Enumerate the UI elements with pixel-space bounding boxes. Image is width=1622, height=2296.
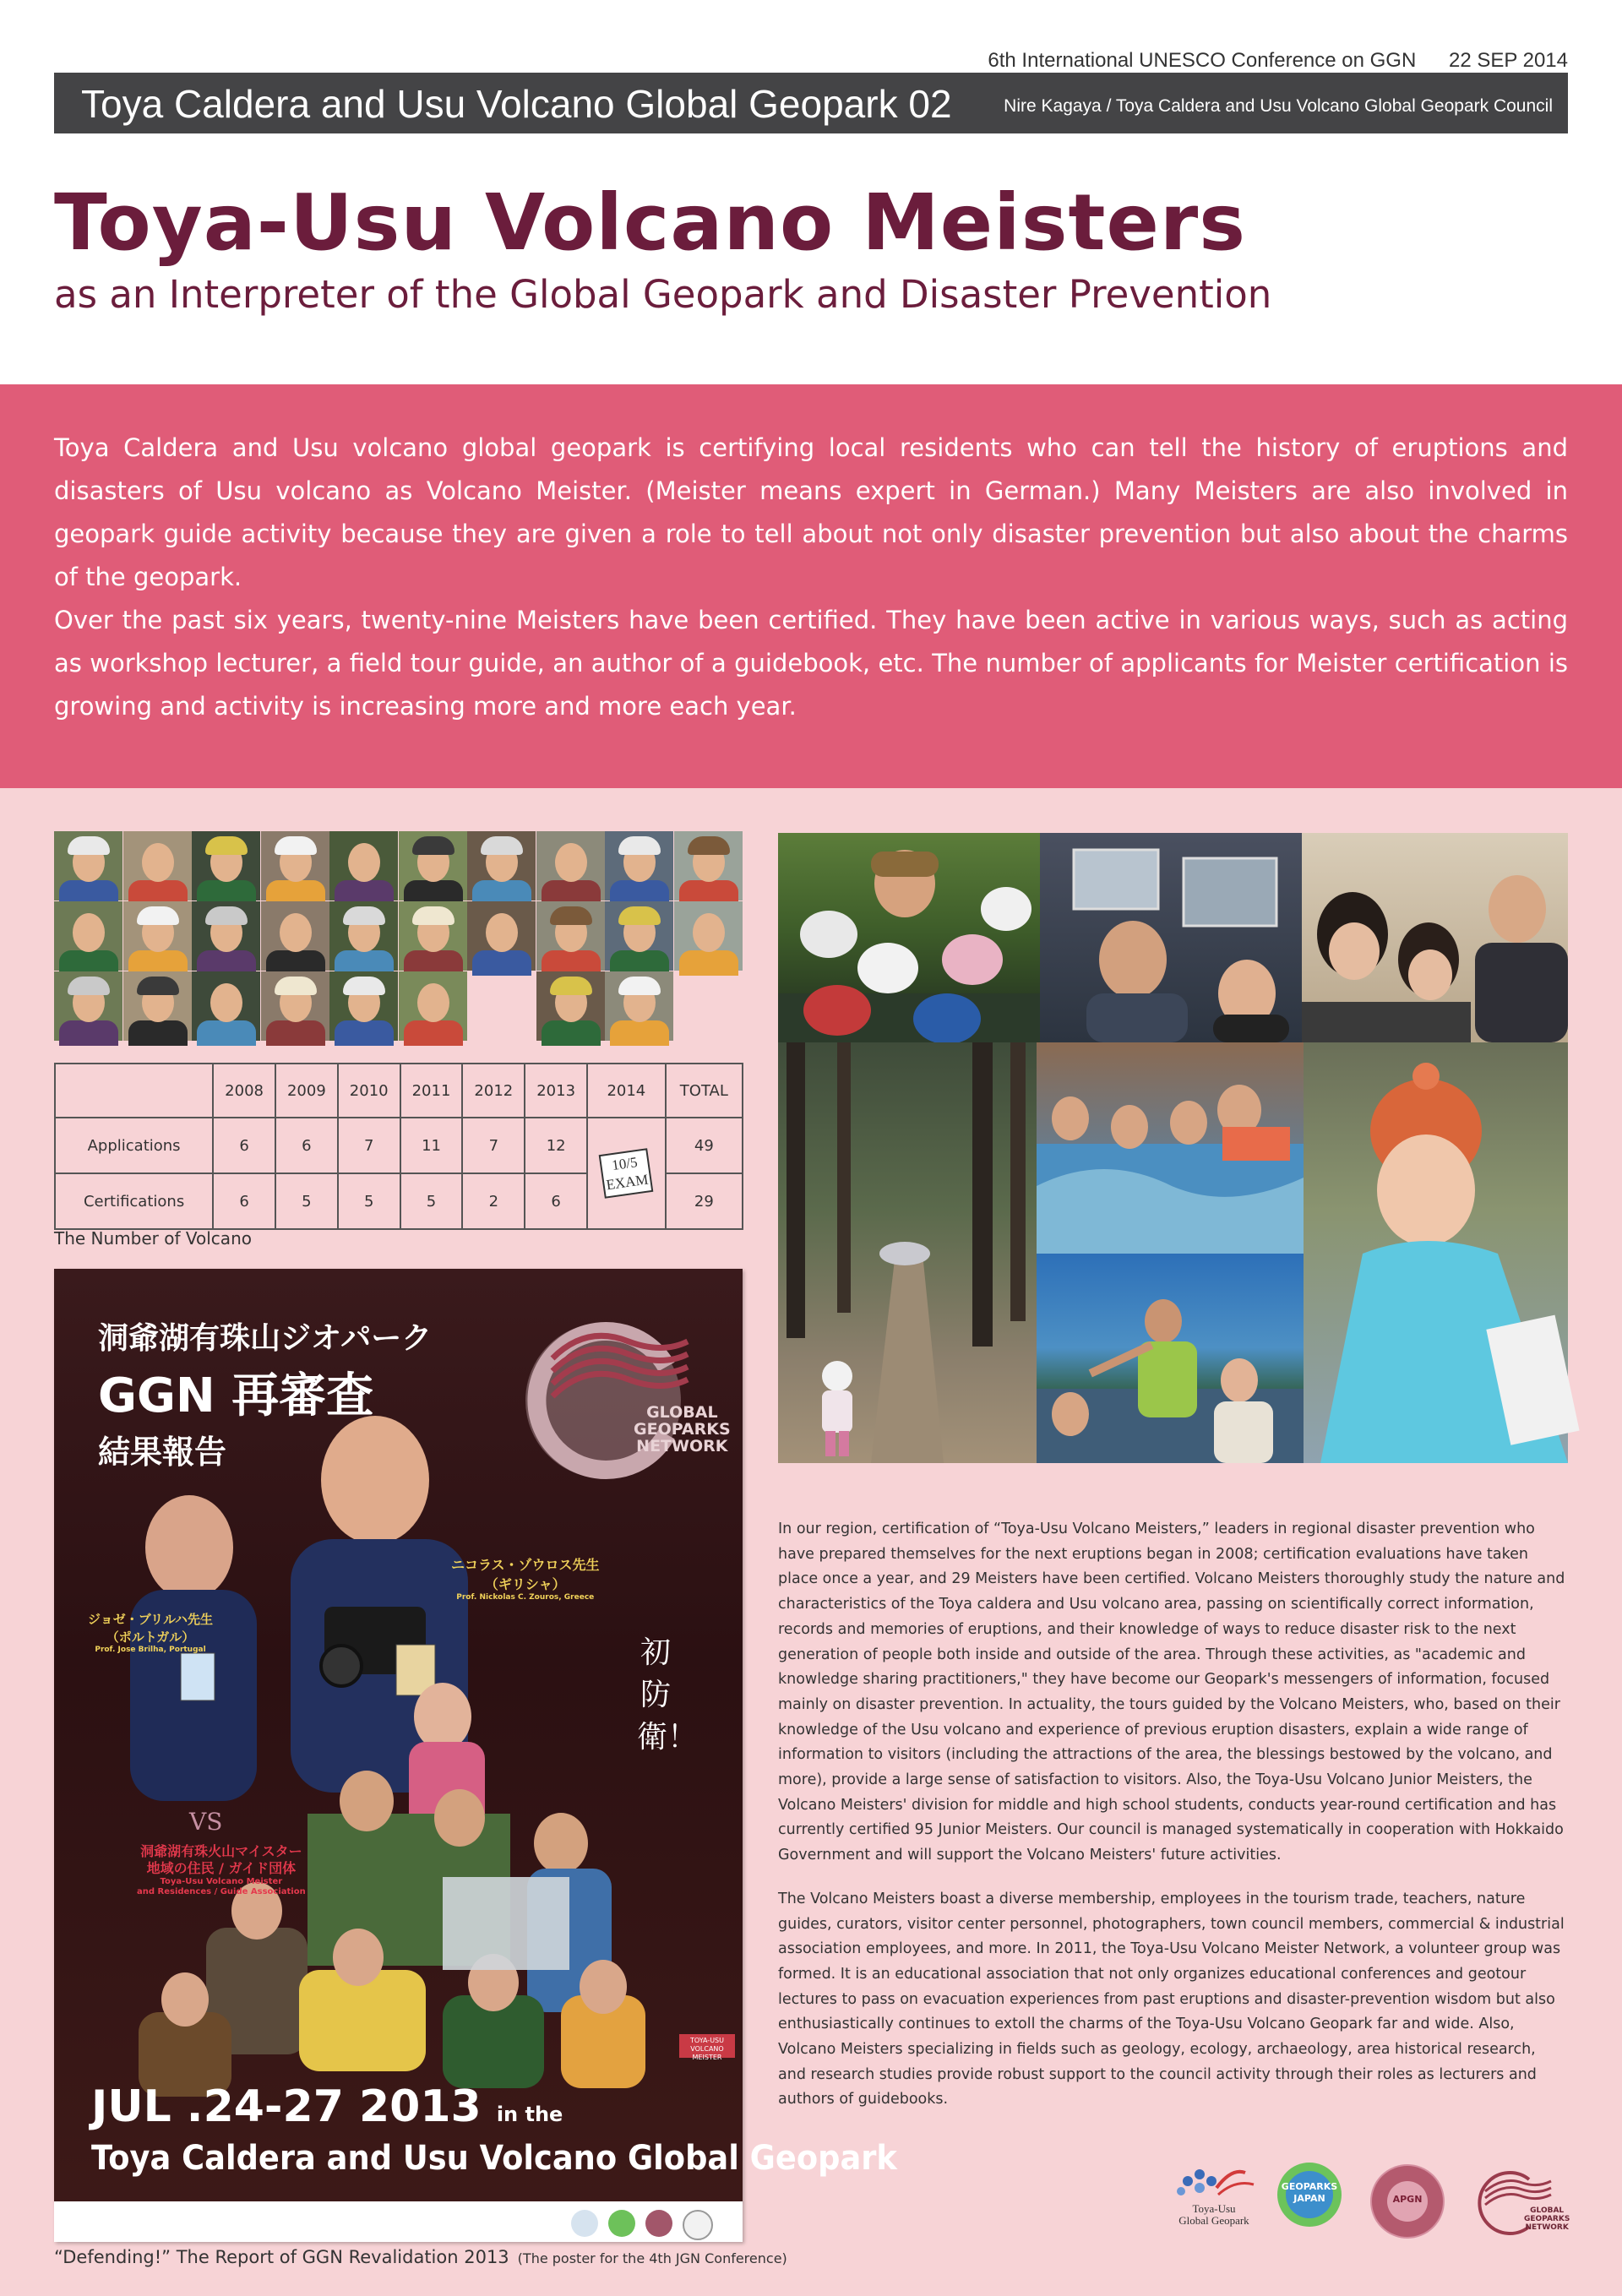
meister-portrait (192, 901, 260, 971)
meister-portrait (54, 901, 122, 971)
ggn-footer-logo-text: GLOBAL GEOPARKS NETWORK (1524, 2206, 1570, 2232)
meister-portrait (123, 901, 192, 971)
apgn-logo-icon (1370, 2164, 1445, 2239)
toya-usu-logo-icon (1169, 2163, 1259, 2200)
poster-heading-ggn-latin: GGN (98, 1368, 215, 1423)
girl-in-knit-hat-illustration (1304, 1042, 1568, 1463)
ggn-logo-footer (1470, 2168, 1568, 2239)
table-total-cell: 29 (666, 1173, 743, 1229)
meister-team-label: 洞爺湖有珠火山マイスター 地域の住民 / ガイド団体 Toya-Usu Volcano Meister and Residences / Guide Association (137, 1843, 306, 1896)
meister-portrait (536, 831, 605, 900)
meister-portrait (329, 831, 398, 900)
series-title-bar (54, 73, 1568, 133)
intro-paragraph-2: Over the past six years, twenty-nine Meisters have been certified. They have been active in various ways, such as acting as workshop lecturer, a field tour guide, an author of a guidebook, etc. The number of applicants for Meister certification is growing and activity is increasing more and more each year. (54, 606, 1568, 721)
meister-portrait (399, 901, 467, 971)
table-header-cell: TOTAL (666, 1064, 743, 1118)
meister-portrait (605, 901, 673, 971)
meister-portrait (192, 971, 260, 1041)
ggn-small-logo-icon (683, 2210, 713, 2240)
table-cell: 5 (400, 1173, 463, 1229)
table-header-cell: 2010 (338, 1064, 400, 1118)
row-label: Certifications (55, 1173, 213, 1229)
meister-portrait (674, 831, 743, 900)
exam-note-date: 10/5 (611, 1154, 640, 1174)
table-header-cell: 2009 (275, 1064, 338, 1118)
exam-note-label: EXAM (605, 1171, 650, 1194)
conference-name: 6th International UNESCO Conference on GGN (988, 49, 1417, 72)
terrain-model-illustration (1037, 1042, 1304, 1254)
meister-portrait (261, 831, 329, 900)
meister-portrait (536, 971, 605, 1041)
table-cell: 6 (213, 1173, 275, 1229)
meister-portrait (54, 831, 122, 900)
meister-portrait (674, 901, 743, 971)
table-cell: 6 (213, 1118, 275, 1173)
table-header-cell: 2013 (525, 1064, 587, 1118)
intro-section (0, 384, 1622, 788)
ggn-revalidation-poster (54, 1269, 897, 2242)
conference-date: 22 SEP 2014 (1448, 49, 1568, 72)
meister-portrait (192, 831, 260, 900)
toya-usu-logo-icon (571, 2210, 598, 2237)
apgn-logo-text: APGN (1392, 2194, 1423, 2205)
table-header-row (55, 1064, 743, 1118)
table-cell: 11 (400, 1118, 463, 1173)
poster-vertical-slogan: 初防衛！ (637, 1635, 699, 1755)
meister-portrait (329, 901, 398, 971)
poster-logo-strip (54, 2201, 743, 2242)
table-cell: 5 (275, 1173, 338, 1229)
meister-portrait (605, 831, 673, 900)
body-paragraph-2: The Volcano Meisters boast a diverse membership, employees in the tourism trade, teachers, nature guides, curators, visitor center personnel, photographers, town council members, commercial & industrial association employees, and more. In 2011, the Toya-Usu Volcano Meister Network, a volunteer group was formed. It is an educational association that not only organizes educational conferences and geotour lectures to pass on evacuation experiences from past eruptions and disaster-prevention wisdom but also enthusiastically continues to extoll the charms of the Toya-Usu Volcano Geopark far and wide. Also, Volcano Meisters specializing in fields such as geology, ecology, archaeology, area historical research, and research studies provide robust support to the council activity through their roles as lecturers and authors of guidebooks. (778, 1890, 1565, 2108)
meister-portrait (536, 901, 605, 971)
meister-portrait (605, 971, 673, 1041)
body-paragraph-1: In our region, certification of “Toya-Usu Volcano Meisters,” leaders in regional disaster prevention who have prepared themselves for the next eruptions began in 2008; certification evaluations have taken place once a year, and 29 Meisters have been certified. Volcano Meisters thoroughly study the nature and characteristics of the Toya caldera and Usu volcano area, passing on scientifically correct information, records and memories of eruptions, and their knowledge of ways to reduce disaster risk to the next generation of people both inside and outside of the area. Through these activities, as "academic and knowledge sharing practitioners," they have become our Geopark's messengers of information, focused mainly on disaster prevention. In actuality, the tours guided by the Volcano Meisters, who, based on their knowledge of the Usu volcano and experience of previous eruption disasters, explain a wide range of information to visitors (including the attractions of the area, the blessings bestowed by the volcano, and more), provide a large sense of satisfaction to visitors. Also, the Toya-Usu Volcano Junior Meisters, the Volcano Meisters' division for middle and high school students, conducts year-round certification and has currently certified 95 Junior Meisters. Our council is managed systematically in cooperation with Hokkaido Government and will support the Volcano Meisters' future activities. (778, 1521, 1565, 1864)
evaluator-portugal-label: ジョゼ・ブリルハ先生 （ポルトガル） Prof. Jose Brilha, Portugal (88, 1612, 214, 1654)
table-header-cell: 2012 (462, 1064, 525, 1118)
photo-terrain-model (1037, 1042, 1304, 1254)
lakeside-guide-illustration (1037, 1254, 1304, 1463)
body-text (778, 1517, 1568, 2131)
classroom-students-illustration (1302, 833, 1568, 1042)
children-with-helmets-illustration (778, 833, 1040, 1042)
meister-portrait (329, 971, 398, 1041)
conference-line (988, 49, 1568, 73)
meister-portrait (123, 831, 192, 900)
poster-heading-jp: 洞爺湖有珠山ジオパーク (98, 1320, 433, 1356)
lecturer-with-maps-illustration (1040, 833, 1302, 1042)
table-header-cell (55, 1064, 213, 1118)
table-header-cell: 2011 (400, 1064, 463, 1118)
geoparks-japan-logo-icon (608, 2210, 635, 2237)
poster-caption: “Defending!” The Report of GGN Revalidation 2013 (The poster for the 4th JGN Conference) (54, 2247, 787, 2267)
exam-note (599, 1148, 654, 1199)
table-header-cell: 2008 (213, 1064, 275, 1118)
toya-usu-global-geopark-logo (1169, 2163, 1259, 2230)
meister-portrait (123, 971, 192, 1041)
table-cell: 5 (338, 1173, 400, 1229)
poster-heading-report: 結果報告 (98, 1433, 227, 1471)
volcano-meister-badge: TOYA-USU VOLCANO MEISTER (679, 2034, 735, 2058)
page-title: Toya-Usu Volcano Meisters (54, 177, 1246, 268)
table-caption: The Number of Volcano (54, 1228, 252, 1249)
meister-portrait (399, 971, 467, 1041)
intro-paragraph-1: Toya Caldera and Usu volcano global geopark is certifying local residents who can tell the history of eruptions and disasters of Usu volcano as Volcano Meister. (Meister means expert in German.) Many Meisters are also involved in geopark guide activity because they are given a role to tell about not only disaster prevention but also about the charms of the geopark. (54, 433, 1568, 591)
geoparks-japan-logo-text: GEOPARKS JAPAN (1281, 2181, 1338, 2204)
photo-lecture-maps (1040, 833, 1302, 1042)
geoparks-japan-logo (1277, 2163, 1345, 2230)
table-cell: 6 (275, 1118, 338, 1173)
intro-text (54, 427, 1568, 728)
apgn-logo (1370, 2164, 1445, 2239)
ggn-logo-text: GLOBAL GEOPARKS NETWORK (634, 1403, 731, 1455)
photo-lakeside-guide (1037, 1254, 1304, 1463)
poster-heading-ggn-jp: 再審査 (231, 1368, 374, 1423)
poster-vs: VS (189, 1808, 223, 1836)
certification-table (54, 1063, 743, 1230)
meister-portrait (399, 831, 467, 900)
series-title: Toya Caldera and Usu Volcano Global Geopark 02 (81, 82, 952, 126)
meister-portrait-grid (54, 831, 743, 1042)
meister-portrait (467, 901, 536, 971)
toya-usu-logo-text: Toya-Usu Global Geopark (1178, 2202, 1249, 2227)
table-cell: 2 (462, 1173, 525, 1229)
geoparks-japan-logo-icon (1277, 2163, 1342, 2227)
forest-trail-illustration (778, 1042, 1037, 1463)
meister-portrait (261, 901, 329, 971)
author-line: Nire Kagaya / Toya Caldera and Usu Volcano Global Geopark Council (1004, 96, 1553, 116)
table-cell: 12 (525, 1118, 587, 1173)
exam-note-cell (587, 1118, 666, 1229)
evaluator-greece-label: ニコラス・ゾウロス先生 （ギリシャ） Prof. Nickolas C. Zouros, Greece (451, 1557, 600, 1602)
meister-portrait (261, 971, 329, 1041)
photo-children-tour (778, 833, 1040, 1042)
table-row-applications (55, 1118, 743, 1173)
poster-date: JUL .24-27 2013 in the (91, 2081, 563, 2132)
table-header-cell: 2014 (587, 1064, 666, 1118)
page-subtitle: as an Interpreter of the Global Geopark and Disaster Prevention (54, 272, 1272, 317)
table-cell: 7 (462, 1118, 525, 1173)
table-cell: 7 (338, 1118, 400, 1173)
apgn-logo-icon (645, 2210, 672, 2237)
row-label: Applications (55, 1118, 213, 1173)
photo-girl-smiling (1304, 1042, 1568, 1463)
table-total-cell: 49 (666, 1118, 743, 1173)
photo-classroom-children (1302, 833, 1568, 1042)
poster-park-name: Toya Caldera and Usu Volcano Global Geopark (91, 2139, 897, 2178)
table-cell: 6 (525, 1173, 587, 1229)
photo-forest-walk (778, 1042, 1037, 1463)
meister-portrait (467, 831, 536, 900)
meister-portrait (54, 971, 122, 1041)
